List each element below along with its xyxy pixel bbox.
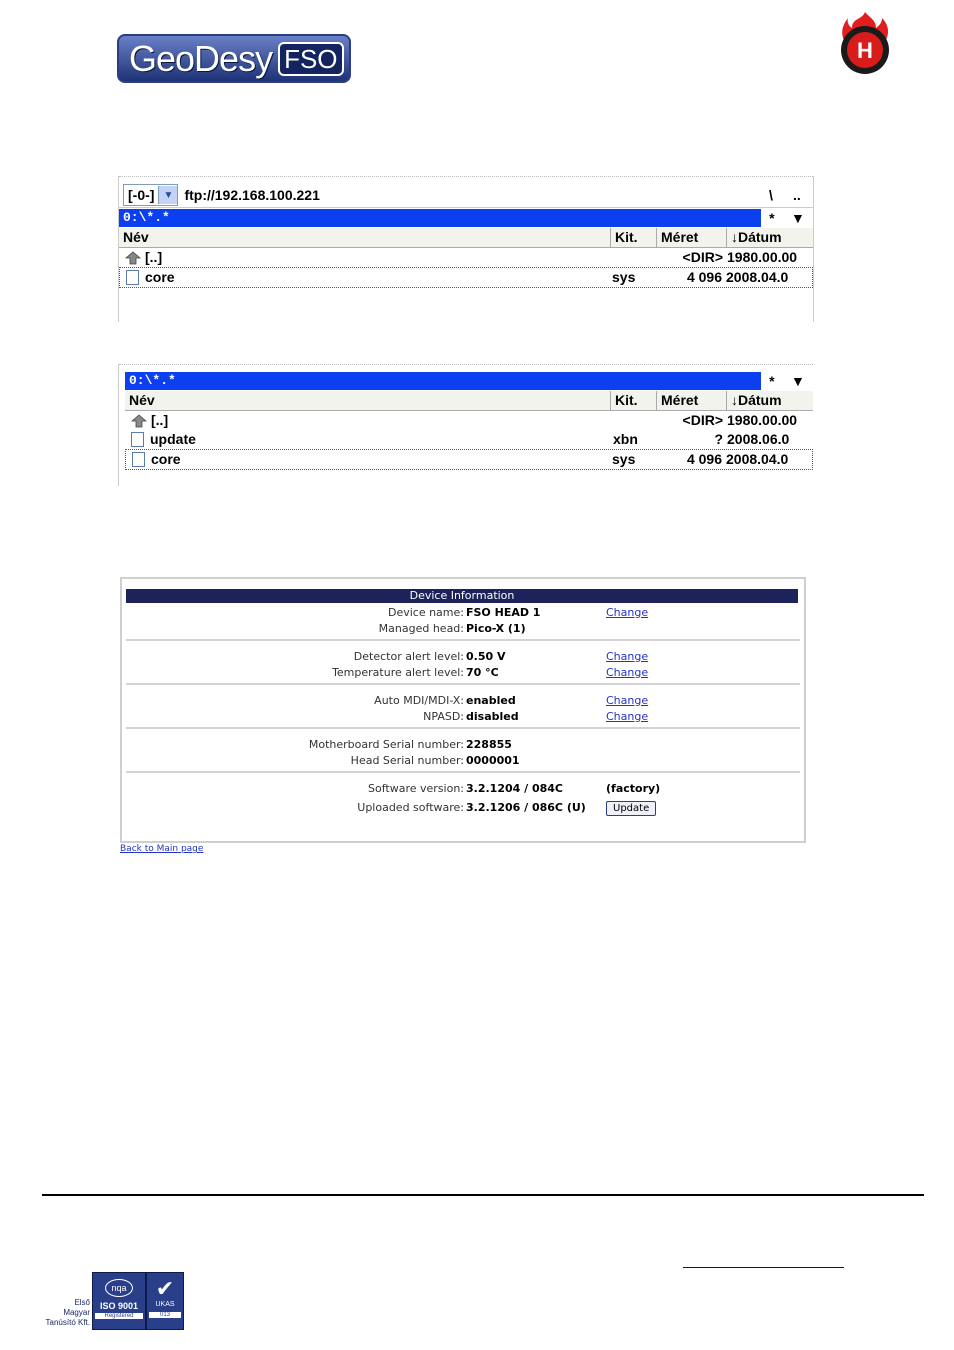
- file-icon: [126, 270, 139, 285]
- field-label: Motherboard Serial number:: [308, 738, 464, 751]
- right-logo-letter: H: [857, 38, 873, 63]
- file-size: ?: [714, 431, 723, 447]
- col-name[interactable]: Név: [125, 391, 611, 410]
- logo-badge-text: FSO: [278, 42, 343, 76]
- drive-label: [-0-]: [128, 187, 155, 203]
- field-label: Temperature alert level:: [332, 666, 464, 679]
- dropdown-arrow-icon[interactable]: ▼: [790, 210, 805, 226]
- device-information-panel: [120, 577, 806, 843]
- list-item[interactable]: [119, 267, 813, 288]
- software-section: [126, 773, 800, 821]
- root-button[interactable]: \: [769, 187, 773, 203]
- field-label: Head Serial number:: [350, 754, 464, 767]
- parent-button[interactable]: ..: [793, 187, 801, 203]
- file-ext: sys: [612, 269, 636, 285]
- file-date: 2008.04.0: [726, 451, 789, 467]
- file-ext: [611, 411, 657, 430]
- change-link[interactable]: Change: [606, 606, 649, 619]
- ftp-address[interactable]: ftp://192.168.100.221: [184, 187, 320, 203]
- path-row: [119, 208, 813, 228]
- device-section: [126, 641, 800, 685]
- filter-icon[interactable]: *: [769, 210, 775, 226]
- column-header: [125, 391, 813, 411]
- cert-text: [28, 1298, 90, 1328]
- field-label: Detector alert level:: [353, 650, 464, 663]
- file-size: <DIR>: [682, 412, 723, 428]
- ukas-badge: [146, 1272, 184, 1330]
- file-ext: sys: [612, 451, 636, 467]
- file-icon: [132, 452, 145, 467]
- field-value: enabled: [466, 694, 516, 707]
- ukas-text: UKAS: [155, 1301, 175, 1308]
- uploaded-value: 3.2.1206 / 086C (U): [466, 801, 586, 814]
- footer-divider: [42, 1194, 924, 1196]
- software-value: 3.2.1204 / 084C: [466, 782, 563, 795]
- device-section: [126, 603, 800, 641]
- address-bar: [119, 183, 813, 208]
- change-link[interactable]: Change: [606, 694, 649, 707]
- software-label: Software version:: [368, 782, 464, 795]
- filter-icon[interactable]: *: [769, 373, 775, 389]
- file-date: 2008.04.0: [726, 269, 789, 285]
- device-section: [126, 729, 800, 773]
- update-button[interactable]: Update: [606, 801, 656, 816]
- column-header: [119, 228, 813, 248]
- back-to-main-link[interactable]: Back to Main page: [120, 844, 204, 854]
- file-ext: xbn: [613, 431, 638, 447]
- iso-badge: [92, 1272, 146, 1330]
- field-label: Managed head:: [378, 622, 464, 635]
- current-path: 0:\*.*: [119, 209, 761, 227]
- toolbar-strip: [119, 364, 813, 371]
- drive-selector[interactable]: [123, 184, 178, 206]
- dropdown-arrow-icon[interactable]: ▼: [790, 373, 805, 389]
- file-name: core: [145, 269, 175, 285]
- file-date: 1980.00.00: [727, 249, 798, 265]
- field-label: NPASD:: [423, 710, 464, 723]
- file-name: [..]: [151, 412, 169, 428]
- file-size: 4 096: [686, 269, 722, 285]
- up-folder-icon: [125, 251, 141, 265]
- cert-text-line: Magyar: [63, 1308, 90, 1317]
- nqa-text: nqa: [105, 1279, 133, 1297]
- change-link[interactable]: Change: [606, 666, 649, 679]
- logo-main-text: GeoDesy: [129, 37, 273, 79]
- file-name: core: [151, 451, 181, 467]
- registered-text: Registered: [95, 1313, 143, 1319]
- col-date[interactable]: ↓Dátum: [731, 229, 782, 245]
- toolbar-strip: [119, 176, 813, 183]
- file-size: 4 096: [686, 451, 722, 467]
- list-item[interactable]: [125, 449, 813, 470]
- file-icon: [131, 432, 144, 447]
- checkmark-icon: ✔: [155, 1276, 175, 1301]
- current-path: 0:\*.*: [125, 372, 761, 390]
- field-label: Device name:: [387, 606, 464, 619]
- field-value: disabled: [466, 710, 519, 723]
- up-folder-icon: [131, 414, 147, 428]
- chevron-down-icon[interactable]: ▼: [158, 186, 177, 204]
- file-panel-2: [118, 364, 813, 486]
- file-ext: [611, 248, 657, 267]
- field-value: Pico-X (1): [466, 622, 526, 635]
- factory-note: (factory): [606, 782, 661, 795]
- file-name: [..]: [145, 249, 163, 265]
- file-date: 1980.00.00: [727, 412, 798, 428]
- file-panel-1: [118, 176, 814, 322]
- list-item[interactable]: [125, 411, 813, 430]
- field-label: Auto MDI/MDI-X:: [374, 694, 464, 707]
- path-row: [125, 371, 813, 391]
- col-size[interactable]: Méret: [657, 391, 727, 410]
- certification-logo: [28, 1270, 188, 1330]
- field-value: 70 °C: [466, 666, 499, 679]
- list-item[interactable]: [119, 248, 813, 267]
- geodesy-fso-logo: [117, 34, 351, 83]
- footer-link-underline[interactable]: [683, 1267, 844, 1268]
- uploaded-label: Uploaded software:: [357, 801, 464, 814]
- file-size: <DIR>: [682, 249, 723, 265]
- field-value: 0000001: [466, 754, 520, 767]
- cert-text-line: Tanúsító Kft.: [45, 1318, 90, 1327]
- change-link[interactable]: Change: [606, 710, 649, 723]
- list-item[interactable]: [125, 430, 813, 449]
- device-section: [126, 685, 800, 729]
- field-value: 228855: [466, 738, 512, 751]
- field-value: 0.50 V: [466, 650, 506, 663]
- col-ext[interactable]: Kit.: [611, 391, 657, 410]
- device-info-title: Device Information: [126, 589, 798, 603]
- file-date: 2008.06.0: [727, 431, 790, 447]
- change-link[interactable]: Change: [606, 650, 649, 663]
- col-date[interactable]: ↓Dátum: [731, 392, 782, 408]
- flame-h-logo-icon: [836, 10, 894, 78]
- iso-text: ISO 9001: [99, 1301, 139, 1311]
- col-name[interactable]: Név: [119, 228, 611, 247]
- field-value: FSO HEAD 1: [466, 606, 541, 619]
- col-size[interactable]: Méret: [657, 228, 727, 247]
- col-ext[interactable]: Kit.: [611, 228, 657, 247]
- cert-text-line: Első: [74, 1298, 90, 1307]
- file-name: update: [150, 431, 196, 447]
- ukas-number: 013: [149, 1312, 181, 1318]
